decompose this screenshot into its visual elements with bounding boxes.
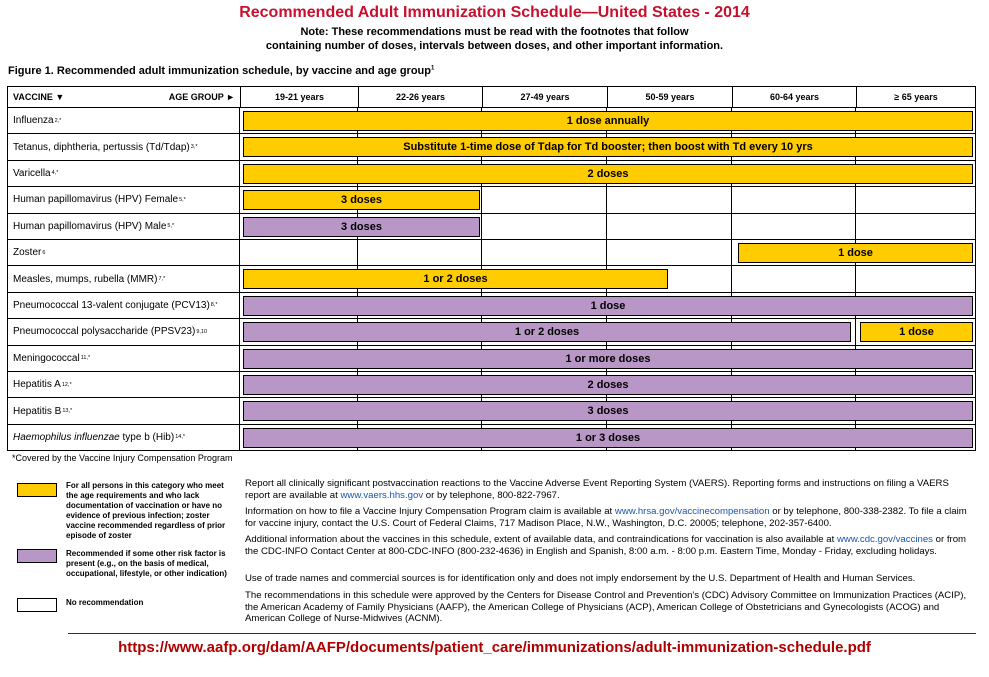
legend-none-text: No recommendation [66, 598, 144, 607]
vaccine-row [7, 134, 976, 160]
vaccine-row [7, 293, 976, 319]
vaccine-name-text: Hepatitis A [13, 379, 61, 391]
vaccine-row [7, 187, 976, 213]
source-url[interactable]: https://www.aafp.org/dam/AAFP/documents/patient_care/immunizations/adult-immunization-schedule.pdf [118, 639, 871, 656]
age-group-header: 22-26 years [358, 86, 482, 108]
note-line-2: containing number of doses, intervals between doses, and other important information. [265, 40, 724, 52]
grid-cell [482, 214, 607, 239]
vaccine-row [7, 108, 976, 134]
vaccine-name [7, 372, 240, 397]
dose-bar: 2 doses [243, 375, 973, 395]
dose-bar: 3 doses [243, 190, 480, 210]
vaccine-footnote: 6 [42, 249, 46, 256]
vaccine-name [7, 161, 240, 186]
vaccine-name [7, 187, 240, 212]
dose-bar: 1 or 2 doses [243, 322, 851, 342]
vaccine-name [7, 134, 240, 159]
dose-bar: 2 doses [243, 164, 973, 184]
vaccine-name-text: type b (Hib) [119, 431, 175, 443]
vaccine-footnote: 3,* [190, 144, 198, 151]
vaccine-footnote: 11,* [80, 355, 91, 362]
dose-bar: 1 dose [738, 243, 973, 263]
vaccine-row [7, 398, 976, 424]
info-cdc [245, 534, 975, 557]
vaccine-footnote: 9,10 [196, 328, 208, 335]
legend-purple-text: Recommended if some other risk factor is present (e.g., on the basis of medical, occupational, lifestyle, or other indication) [66, 549, 227, 578]
info-vaers-text: Report all clinically significant postvaccination reactions to the Vaccine Adverse Event Reporting System (VAERS). Reporting forms and instructions on filing a VAERS report are available at [245, 478, 949, 501]
info-compensation [245, 506, 975, 529]
grid-cell [482, 240, 607, 265]
info-approval: The recommendations in this schedule were approved by the Centers for Disease Control and Prevention's (CDC) Advisory Committee on Immunization Practices (ACIP), the American Academy of Family Physicians (AAFP), the American College of Physicians (ACP), American College of Obstetricians and Gynecologists (ACOG) and American College of Nurse-Midwives (ACNM). [245, 590, 967, 624]
grid-cell [240, 240, 358, 265]
vaccine-footnote: 14,* [175, 434, 185, 441]
dose-bar: 1 dose [243, 296, 973, 316]
vaccine-footnote: 5,* [179, 196, 186, 203]
grid-cell [482, 187, 607, 212]
legend-yellow-text: For all persons in this category who meet the age requirements and who lack documentation of vaccination or have no evidence of previous infection; zoster vaccine recommended regardless of prior episode of zoster [66, 481, 226, 540]
vaccine-name-text: Pneumococcal 13-valent conjugate (PCV13) [13, 299, 210, 311]
grid-cell [856, 187, 976, 212]
vaccine-name [7, 425, 240, 450]
vaccine-name-text: Zoster [13, 247, 42, 259]
grid-cell [856, 214, 976, 239]
vaccine-footnote: 4,* [51, 170, 59, 177]
vaccine-name-text: Varicella [13, 167, 51, 179]
grid-cell [607, 214, 732, 239]
vaccine-label: VACCINE ▼ [13, 92, 65, 102]
vaccine-name [7, 108, 240, 133]
vaccine-name-text: Influenza [13, 115, 54, 127]
vaccine-name [7, 346, 240, 371]
divider [68, 633, 976, 634]
grid-cell [607, 187, 732, 212]
vaccine-footnote: 8,* [210, 302, 218, 309]
dose-bar: 3 doses [243, 401, 973, 421]
vaccine-name-text: Human papillomavirus (HPV) Male [13, 220, 167, 232]
vaccine-name [7, 293, 240, 318]
vaccine-row [7, 319, 976, 345]
figure-title-footnote: 1 [430, 65, 435, 72]
dose-bar: 1 or 3 doses [243, 428, 973, 448]
vaers-link[interactable]: www.vaers.hhs.gov [340, 489, 424, 501]
vaccine-name-text: Meningococcal [13, 352, 80, 364]
vaccine-row [7, 266, 976, 292]
vaccine-name-text: Human papillomavirus (HPV) Female [13, 194, 179, 206]
figure-title-text: Figure 1. Recommended adult immunization schedule, by vaccine and age group [8, 65, 431, 77]
page-title: Recommended Adult Immunization Schedule—United States - 2014 [239, 4, 750, 21]
vaccine-name-text: Pneumococcal polysaccharide (PPSV23) [13, 326, 196, 338]
dose-bar: 1 or more doses [243, 349, 973, 369]
cdc-link[interactable]: www.cdc.gov/vaccines [836, 534, 933, 545]
grid-cell [732, 187, 856, 212]
age-group-header: 50-59 years [607, 86, 732, 108]
vaccine-name-text: Tetanus, diphtheria, pertussis (Td/Tdap) [13, 141, 190, 153]
vaccine-name-italic: Haemophilus influenzae [13, 431, 120, 443]
grid-cell [732, 214, 856, 239]
vaccine-name [7, 214, 240, 239]
vaccine-name [7, 319, 240, 344]
age-group-header: 19-21 years [240, 86, 358, 108]
vaccine-row [7, 425, 976, 451]
dose-bar: 3 doses [243, 217, 480, 237]
vaccine-row [7, 240, 976, 266]
age-group-header: 27-49 years [482, 86, 607, 108]
vaccine-name [7, 398, 240, 423]
vaccine-row [7, 346, 976, 372]
vaccine-row [7, 372, 976, 398]
info-compensation-text: Information on how to file a Vaccine Injury Compensation Program claim is available at [245, 506, 615, 517]
hrsa-link[interactable]: www.hrsa.gov/vaccinecompensation [614, 506, 770, 517]
age-group-header: ≥ 65 years [856, 86, 976, 108]
age-group-label: AGE GROUP ► [168, 92, 235, 102]
info-compensation-contact: or by telephone, 800-338-2382. To file a claim for vaccine injury, contact the U.S. Court of Federal Claims, 717 Madison Place, N.W., Washington, D.C. 20005; telephone, 202-357-6400. [245, 506, 967, 529]
vaccine-footnote: 2,* [54, 117, 62, 124]
vaccine-footnote: 13,* [62, 408, 73, 415]
vaccine-header [7, 86, 240, 108]
info-cdc-contact: or from the CDC-INFO Contact Center at 800-CDC-INFO (800-232-4636) in English and Spanish, 8:00 a.m. - 8:00 p.m. Eastern Time, Monday - Friday, excluding holidays. [245, 534, 967, 557]
schedule-table [7, 86, 976, 451]
vaccine-footnote: 5,* [167, 223, 175, 230]
info-trade-names: Use of trade names and commercial sources is for identification only and does not imply endorsement by the U.S. Department of Health and Human Services. [245, 573, 916, 584]
legend-purple-swatch [17, 549, 57, 563]
legend-none-swatch [17, 598, 57, 612]
dose-bar: 1 dose annually [243, 111, 973, 131]
note-line-1: Note: These recommendations must be read with the footnotes that follow [300, 26, 689, 38]
vaccine-name-text: Measles, mumps, rubella (MMR) [13, 273, 158, 285]
info-vaers [245, 478, 975, 501]
figure-title [8, 65, 434, 77]
legend-yellow-swatch [17, 483, 57, 497]
vaccine-name [7, 266, 240, 291]
vaccine-footnote: 7,* [158, 276, 166, 283]
grid-cell [856, 266, 976, 291]
vaccine-row [7, 214, 976, 240]
dose-bar: 1 or 2 doses [243, 269, 668, 289]
age-group-header: 60-64 years [732, 86, 856, 108]
info-vaers-phone: or by telephone, 800-822-7967. [423, 489, 560, 501]
grid-cell [607, 240, 732, 265]
grid-cell [358, 240, 482, 265]
vaccine-footnote: 12,* [61, 381, 72, 388]
covered-note: *Covered by the Vaccine Injury Compensation Program [12, 453, 233, 463]
vaccine-row [7, 161, 976, 187]
vaccine-name [7, 240, 240, 265]
dose-bar: Substitute 1-time dose of Tdap for Td booster; then boost with Td every 10 yrs [243, 137, 973, 157]
info-cdc-text: Additional information about the vaccines in this schedule, extent of available data, and contraindications for vaccination is also available at [245, 534, 837, 545]
grid-cell [732, 266, 856, 291]
note [0, 25, 989, 53]
vaccine-name-text: Hepatitis B [13, 405, 62, 417]
dose-bar: 1 dose [860, 322, 973, 342]
